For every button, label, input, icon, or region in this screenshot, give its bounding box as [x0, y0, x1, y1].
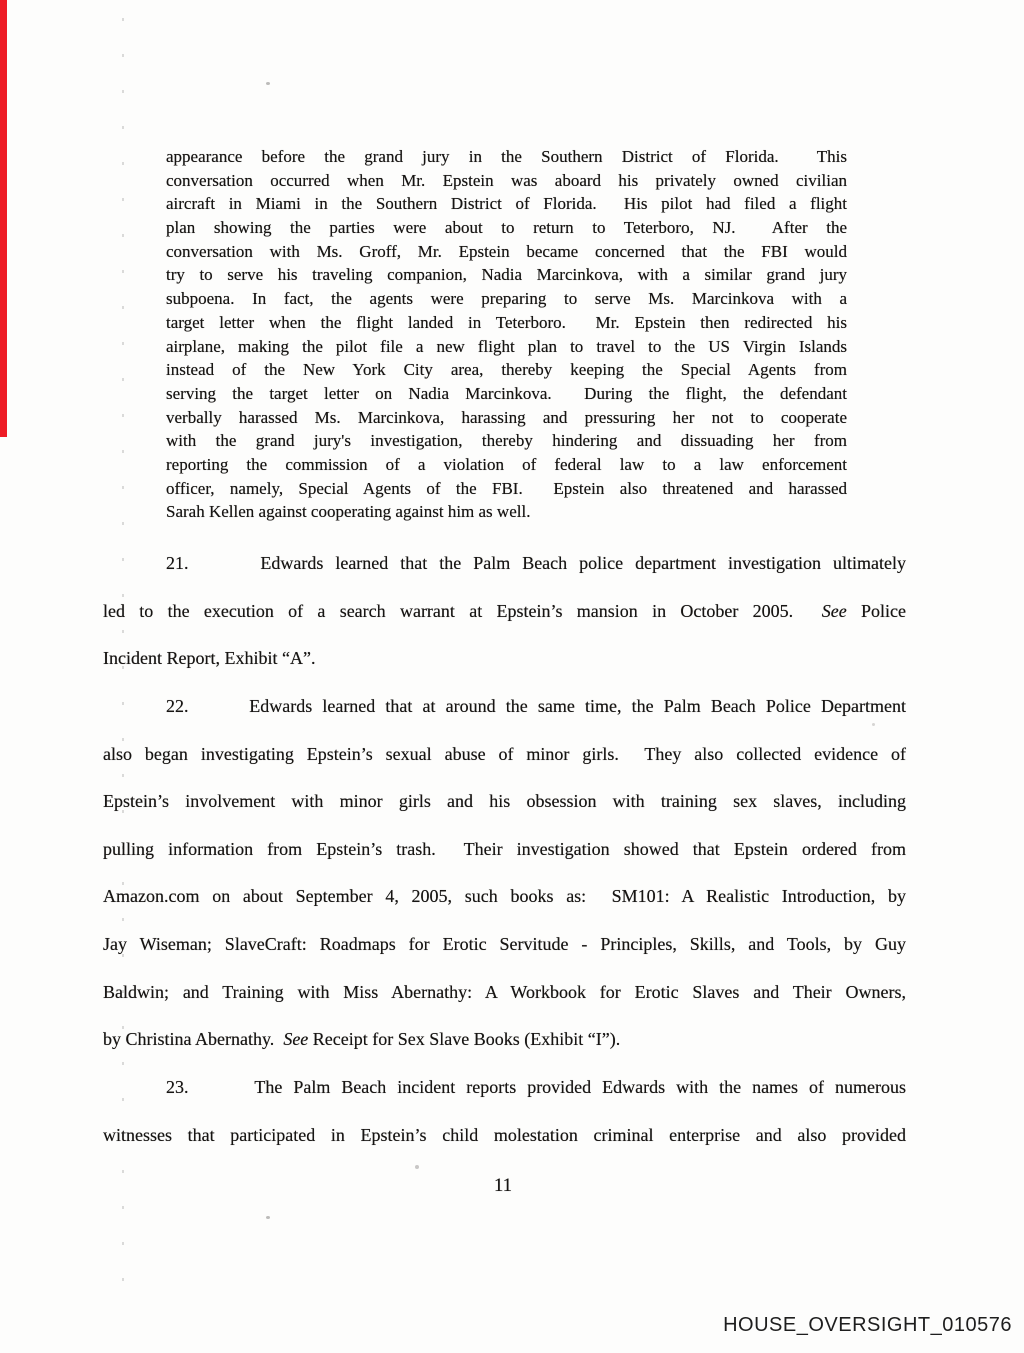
- text-line: 23. The Palm Beach incident reports provided Edwards with the names of numerous: [166, 1077, 906, 1097]
- text-line: also began investigating Epstein’s sexual abuse of minor girls. They also collected evidence of: [103, 743, 906, 764]
- text-line: with the grand jury's investigation, thereby hindering and dissuading her from: [166, 431, 847, 451]
- text-line: subpoena. In fact, the agents were preparing to serve Ms. Marcinkova with a: [166, 289, 847, 309]
- text-line: Amazon.com on about September 4, 2005, such books as: SM101: A Realistic Introduction, by: [103, 886, 906, 907]
- scan-speck: [266, 1216, 270, 1219]
- text-line: reporting the commission of a violation of federal law to a law enforcement: [166, 454, 847, 474]
- text-line: aircraft in Miami in the Southern District of Florida. His pilot had filed a flight: [166, 194, 847, 214]
- text-line: Sarah Kellen against cooperating against him as well.: [166, 502, 531, 522]
- page-number: 11: [493, 1175, 513, 1196]
- paragraph-23: [103, 1064, 906, 1159]
- text-line: plan showing the parties were about to return to Teterboro, NJ. After the: [166, 218, 847, 238]
- text-line: target letter when the flight landed in Teterboro. Mr. Epstein then redirected his: [166, 312, 847, 332]
- text-line: 22. Edwards learned that at around the same time, the Palm Beach Police Department: [166, 696, 906, 716]
- text-line: instead of the New York City area, thereby keeping the Special Agents from: [166, 360, 847, 380]
- text-line: by Christina Abernathy. See Receipt for Sex Slave Books (Exhibit “I”).: [103, 1029, 621, 1050]
- text-line: Jay Wiseman; SlaveCraft: Roadmaps for Erotic Servitude - Principles, Skills, and Tools, by Guy: [103, 933, 906, 954]
- text-line: Epstein’s involvement with minor girls and his obsession with training sex slaves, including: [103, 791, 906, 812]
- text-line: conversation occurred when Mr. Epstein was aboard his privately owned civilian: [166, 170, 847, 190]
- text-line: 21. Edwards learned that the Palm Beach police department investigation ultimately: [166, 553, 906, 573]
- scan-speck: [266, 82, 270, 85]
- indented-block-quote: [166, 145, 847, 524]
- paragraph-21: [103, 540, 906, 683]
- text-line: witnesses that participated in Epstein’s child molestation criminal enterprise and also provided: [103, 1124, 906, 1145]
- paragraph-22: [103, 683, 906, 1064]
- text-line: airplane, making the pilot file a new flight plan to travel to the US Virgin Islands: [166, 336, 847, 356]
- bates-number-stamp: HOUSE_OVERSIGHT_010576: [723, 1314, 1012, 1336]
- text-line: verbally harassed Ms. Marcinkova, harassing and pressuring her not to cooperate: [166, 407, 847, 427]
- scan-red-edge-artifact: [0, 0, 7, 437]
- text-line: Incident Report, Exhibit “A”.: [103, 648, 316, 669]
- text-line: conversation with Ms. Groff, Mr. Epstein became concerned that the FBI would: [166, 241, 847, 261]
- text-line: officer, namely, Special Agents of the FBI. Epstein also threatened and harassed: [166, 478, 847, 498]
- text-line: appearance before the grand jury in the Southern District of Florida. This: [166, 147, 847, 166]
- text-line: Baldwin; and Training with Miss Abernathy: A Workbook for Erotic Slaves and Their Owners,: [103, 981, 906, 1002]
- text-line: pulling information from Epstein’s trash. Their investigation showed that Epstein ordered from: [103, 838, 906, 859]
- text-line: led to the execution of a search warrant at Epstein’s mansion in October 2005. See Police: [103, 600, 907, 621]
- scan-speck: [415, 1165, 419, 1169]
- text-line: serving the target letter on Nadia Marcinkova. During the flight, the defendant: [166, 383, 847, 403]
- text-line: try to serve his traveling companion, Nadia Marcinkova, with a similar grand jury: [166, 265, 847, 285]
